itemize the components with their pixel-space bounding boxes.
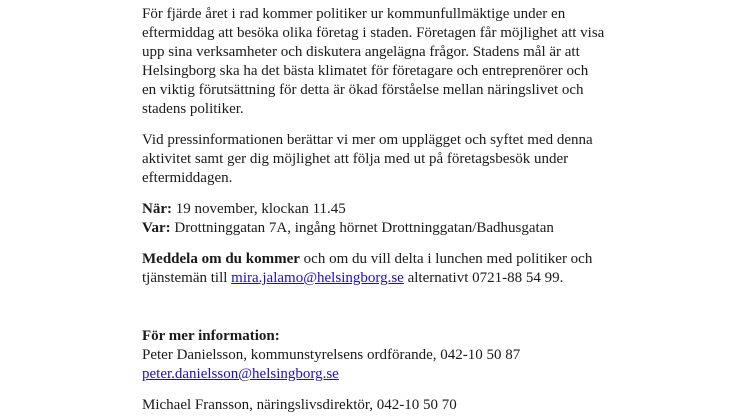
intro-line: stadens politiker. [142, 101, 244, 117]
when-line [142, 200, 612, 219]
contact-line: Peter Danielsson, kommunstyrelsens ordförande, 042-10 50 87 [142, 347, 521, 363]
press-release-document [142, 0, 612, 415]
contact-email-link[interactable]: peter.danielsson@helsingborg.se [142, 366, 339, 382]
where-label: Var: [142, 220, 171, 236]
intro-line: upp sina verksamheter och diskutera angelägna frågor. Stadens mål är att [142, 44, 580, 60]
where-value: Drottninggatan 7A, ingång hörnet Drottninggatan/Badhusgatan [170, 220, 554, 236]
rsvp-text-after-email: alternativt 0721-88 54 99. [403, 270, 564, 286]
press-line: aktivitet samt ger dig möjlighet att följa med ut på företagsbesök under [142, 151, 569, 167]
intro-line: eftermiddag att besöka olika företag i staden. Företagen får möjlighet att visa [142, 25, 605, 41]
rsvp-text: och om du vill delta i lunchen med politiker och [299, 251, 593, 267]
event-details [142, 200, 612, 238]
rsvp-bold-text: Meddela om du kommer [142, 251, 300, 267]
contact-line: Michael Fransson, näringslivsdirektör, 042-10 50 70 [142, 397, 457, 413]
intro-line: Helsingborg ska ha det bästa klimatet för företagare och entreprenörer och [142, 63, 589, 79]
when-label: När: [142, 201, 172, 217]
when-value: 19 november, klockan 11.45 [172, 201, 346, 217]
rsvp-line-2 [142, 269, 612, 288]
intro-line: För fjärde året i rad kommer politiker ur kommunfullmäktige under en [142, 6, 566, 22]
where-line [142, 219, 612, 238]
press-line: Vid pressinformationen berättar vi mer om upplägget och syftet med denna [142, 132, 593, 148]
intro-paragraph [142, 5, 612, 119]
more-info-heading: För mer information: [142, 328, 280, 344]
contact-email-line [142, 365, 612, 384]
intro-line: en viktig förutsättning för detta är ökad förståelse mellan näringslivet och [142, 82, 584, 98]
press-info-paragraph [142, 131, 612, 188]
press-line: eftermiddagen. [142, 170, 233, 186]
rsvp-paragraph [142, 250, 612, 288]
rsvp-email-link[interactable]: mira.jalamo@helsingborg.se [231, 270, 404, 286]
rsvp-text-before-email: tjänstemän till [142, 270, 232, 286]
more-info-section [142, 327, 612, 415]
rsvp-line-1 [142, 250, 612, 269]
